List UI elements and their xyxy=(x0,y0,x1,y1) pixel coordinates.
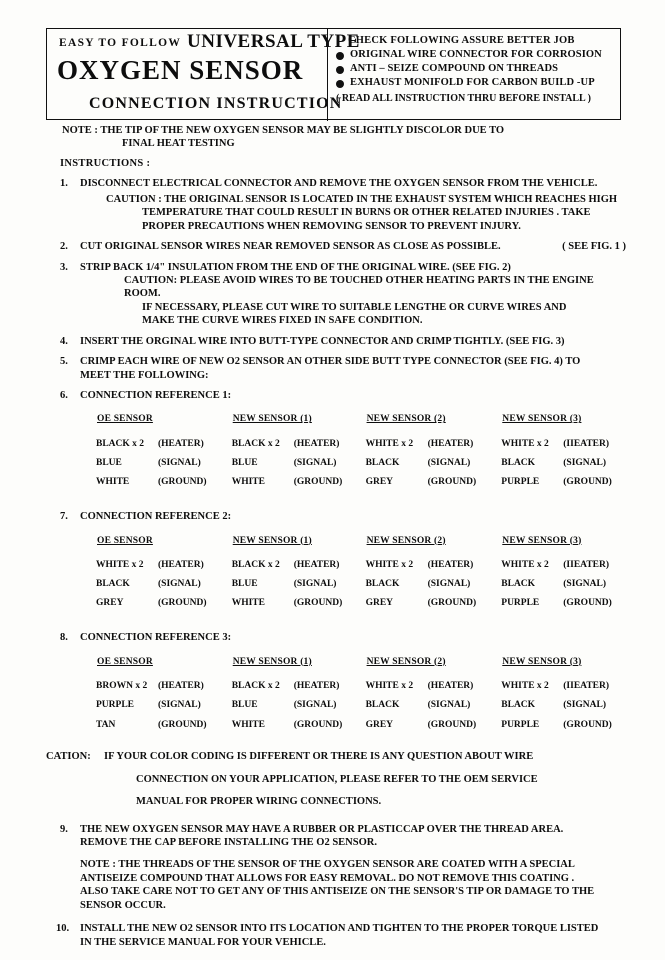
cell-ground-new1 xyxy=(232,715,366,734)
wire-color: BLACK xyxy=(96,579,130,590)
connection-reference-2-table xyxy=(96,534,626,614)
wire-function: (SIGNAL) xyxy=(158,700,201,711)
wire-color: WHITE x 2 xyxy=(365,560,414,571)
wire-color: WHITE x 2 xyxy=(501,439,549,450)
cell-signal-oe xyxy=(96,575,232,594)
cell-ground-new3 xyxy=(501,473,626,492)
top-note-line-1: NOTE : THE TIP OF THE NEW OXYGEN SENSOR MAY BE SLIGHTLY DISCOLOR DUE TO xyxy=(62,125,505,136)
step-10 xyxy=(46,922,626,949)
wire-function: (SIGNAL) xyxy=(427,458,471,469)
wire-color: BLUE xyxy=(231,458,258,469)
step-2 xyxy=(46,240,626,253)
cell-ground-new1 xyxy=(232,594,366,613)
connection-instruction-subtitle: CONNECTION INSTRUCTION xyxy=(89,95,343,112)
wire-function: (GROUND) xyxy=(563,719,612,730)
wire-color: BROWN x 2 xyxy=(96,681,148,692)
wire-color: WHITE xyxy=(231,598,265,609)
cell-ground-oe xyxy=(96,715,232,734)
wire-function: (HEATER) xyxy=(158,560,204,571)
column-header-new-sensor-3: NEW SENSOR (3) xyxy=(502,535,582,546)
step-3-caution-line-2: IF NECESSARY, PLEASE CUT WIRE TO SUITABLE LENGTHE OR CURVE WIRES AND xyxy=(142,301,567,313)
step-10-line-1: INSTALL THE NEW O2 SENSOR INTO ITS LOCATION AND TIGHTEN TO THE PROPER TORQUE LISTED xyxy=(80,923,599,935)
step-3 xyxy=(46,261,626,328)
cell-ground-new2 xyxy=(366,473,502,492)
wire-color: BLACK xyxy=(501,700,536,711)
wire-color: BLUE xyxy=(231,700,258,711)
oxygen-sensor-title: OXYGEN SENSOR xyxy=(57,55,304,85)
cell-heater-new3 xyxy=(501,556,626,575)
table-row xyxy=(96,594,626,613)
cell-heater-new2 xyxy=(366,677,502,696)
wire-color: GREY xyxy=(96,598,124,609)
wire-function: (GROUND) xyxy=(563,598,612,609)
wire-color: BLUE xyxy=(231,579,258,590)
cell-heater-new3 xyxy=(501,435,626,454)
step-1-caution-line-2: TEMPERATURE THAT COULD RESULT IN BURNS OR OTHER RELATED INJURIES . TAKE xyxy=(142,207,591,219)
wire-function: (IIEATER) xyxy=(563,439,610,450)
wire-function: (HEATER) xyxy=(293,560,340,571)
step-3-caution-line-3: MAKE THE CURVE WIRES FIXED IN SAFE CONDITION. xyxy=(142,315,423,327)
bullet-dot-icon xyxy=(336,52,344,60)
cation-label: CATION: xyxy=(46,751,91,763)
cell-heater-new1 xyxy=(232,435,366,454)
wire-color: WHITE xyxy=(231,477,265,488)
column-header-new-sensor-1: NEW SENSOR (1) xyxy=(232,414,312,425)
wire-color: GREY xyxy=(365,477,394,488)
wire-color: BLACK xyxy=(501,579,536,590)
step-9 xyxy=(46,823,626,913)
step-9-line-1: THE NEW OXYGEN SENSOR MAY HAVE A RUBBER OR PLASTICCAP OVER THE THREAD AREA. xyxy=(80,823,564,835)
wire-color: WHITE x 2 xyxy=(501,560,549,571)
cell-heater-oe xyxy=(96,556,232,575)
connection-reference-3-title: CONNECTION REFERENCE 3: xyxy=(80,632,232,644)
read-all-instruction-note: ( READ ALL INSTRUCTION THRU BEFORE INSTALL ) xyxy=(336,93,591,104)
wire-function: (GROUND) xyxy=(293,598,343,609)
wire-function: (HEATER) xyxy=(427,439,474,450)
wire-color: TAN xyxy=(96,719,116,730)
wire-color: PURPLE xyxy=(501,719,540,730)
wire-function: (SIGNAL) xyxy=(293,700,337,711)
wire-function: (SIGNAL) xyxy=(427,579,471,590)
cell-heater-oe xyxy=(96,677,232,696)
step-10-number: 10. xyxy=(56,923,70,935)
header-box xyxy=(46,28,621,120)
column-header-new-sensor-1: NEW SENSOR (1) xyxy=(232,535,312,546)
top-note xyxy=(62,124,626,151)
cation-line-1: IF YOUR COLOR CODING IS DIFFERENT OR THERE IS ANY QUESTION ABOUT WIRE xyxy=(104,751,534,763)
wire-function: (GROUND) xyxy=(427,598,477,609)
column-header-new-sensor-3: NEW SENSOR (3) xyxy=(502,656,582,667)
wire-color: BLACK xyxy=(365,458,400,469)
wire-function: (HEATER) xyxy=(427,560,474,571)
wire-color: PURPLE xyxy=(501,598,540,609)
table-row xyxy=(96,715,626,734)
easy-to-follow-label: EASY TO FOLLOW xyxy=(59,37,182,49)
wire-color: GREY xyxy=(365,719,394,730)
wire-function: (SIGNAL) xyxy=(563,700,607,711)
step-5-continuation: MEET THE FOLLOWING: xyxy=(80,369,209,381)
wire-function: (SIGNAL) xyxy=(293,458,337,469)
cation-line-2: CONNECTION ON YOUR APPLICATION, PLEASE REFER TO THE OEM SERVICE xyxy=(136,773,538,785)
step-3-number: 3. xyxy=(60,261,68,273)
cell-signal-new1 xyxy=(232,575,366,594)
wire-color: WHITE x 2 xyxy=(365,439,414,450)
cell-heater-new3 xyxy=(501,677,626,696)
cell-signal-new2 xyxy=(366,454,502,473)
cell-ground-new2 xyxy=(366,594,502,613)
cell-heater-oe xyxy=(96,435,232,454)
cell-ground-new1 xyxy=(232,473,366,492)
checklist-item xyxy=(336,77,620,88)
step-1 xyxy=(46,177,626,233)
cell-signal-new3 xyxy=(501,575,626,594)
instructions-body xyxy=(46,124,626,949)
bullet-dot-icon xyxy=(336,80,344,88)
step-4-number: 4. xyxy=(60,335,68,347)
cell-signal-new1 xyxy=(232,454,366,473)
step-9-note-line-3: ALSO TAKE CARE NOT TO GET ANY OF THIS ANTISEIZE ON THE SENSOR'S TIP OR DAMAGE TO THE xyxy=(80,886,595,898)
wire-color: PURPLE xyxy=(501,477,540,488)
table-row xyxy=(96,473,626,492)
wire-color: BLACK xyxy=(365,700,400,711)
step-7-number: 7. xyxy=(60,511,68,523)
wire-function: (SIGNAL) xyxy=(563,458,607,469)
cell-heater-new1 xyxy=(232,677,366,696)
connection-reference-1-table xyxy=(96,412,626,492)
step-6-number: 6. xyxy=(60,390,68,401)
column-header-new-sensor-2: NEW SENSOR (2) xyxy=(366,414,446,425)
wire-color: PURPLE xyxy=(96,700,134,711)
bullet-dot-icon xyxy=(336,66,344,74)
wire-function: (SIGNAL) xyxy=(158,458,201,469)
wire-function: (GROUND) xyxy=(563,477,612,488)
step-1-text: DISCONNECT ELECTRICAL CONNECTOR AND REMOVE THE OXYGEN SENSOR FROM THE VEHICLE. xyxy=(80,178,598,190)
wire-color: WHITE xyxy=(231,719,265,730)
step-1-caution-line-1: CAUTION : THE ORIGINAL SENSOR IS LOCATED IN THE EXHAUST SYSTEM WHICH REACHES HIGH xyxy=(106,193,618,205)
cell-ground-new3 xyxy=(501,594,626,613)
wire-function: (GROUND) xyxy=(158,598,207,609)
cell-ground-oe xyxy=(96,594,232,613)
wire-function: (SIGNAL) xyxy=(158,579,201,590)
wire-function: (GROUND) xyxy=(427,719,477,730)
step-5-number: 5. xyxy=(60,356,68,368)
instructions-heading: INSTRUCTIONS : xyxy=(60,157,151,169)
checklist-item-label: ORIGINAL WIRE CONNECTOR FOR CORROSION xyxy=(350,49,602,60)
table-row xyxy=(96,677,626,696)
column-header-oe-sensor: OE SENSOR xyxy=(97,656,153,667)
cell-heater-new1 xyxy=(232,556,366,575)
step-9-note-line-4: SENSOR OCCUR. xyxy=(80,899,166,911)
cell-signal-new3 xyxy=(501,454,626,473)
wire-color: WHITE x 2 xyxy=(96,560,144,571)
column-header-oe-sensor: OE SENSOR xyxy=(97,414,153,425)
checklist-item xyxy=(336,63,620,74)
cell-signal-new3 xyxy=(501,696,626,715)
wire-function: (IIEATER) xyxy=(563,681,610,692)
wire-color: GREY xyxy=(365,598,394,609)
step-5-text: CRIMP EACH WIRE OF NEW O2 SENSOR AN OTHER SIDE BUTT TYPE CONNECTOR (SEE FIG. 4) TO xyxy=(80,356,581,368)
table-row xyxy=(96,435,626,454)
step-9-number: 9. xyxy=(60,823,68,835)
cell-signal-new1 xyxy=(232,696,366,715)
wire-function: (HEATER) xyxy=(427,681,474,692)
step-1-number: 1. xyxy=(60,178,68,190)
cell-ground-oe xyxy=(96,473,232,492)
wire-color: BLACK xyxy=(501,458,536,469)
wire-function: (HEATER) xyxy=(293,439,340,450)
table-row xyxy=(96,696,626,715)
column-header-new-sensor-2: NEW SENSOR (2) xyxy=(366,656,446,667)
wire-function: (SIGNAL) xyxy=(427,700,471,711)
step-5 xyxy=(46,355,626,382)
connection-reference-2-title: CONNECTION REFERENCE 2: xyxy=(80,511,232,523)
cation-line-3: MANUAL FOR PROPER WIRING CONNECTIONS. xyxy=(136,796,382,808)
step-1-caution-line-3: PROPER PRECAUTIONS WHEN REMOVING SENSOR TO PREVENT INJURY. xyxy=(142,220,521,232)
column-header-new-sensor-2: NEW SENSOR (2) xyxy=(366,535,446,546)
column-header-oe-sensor: OE SENSOR xyxy=(97,535,153,546)
wire-color: BLUE xyxy=(96,458,122,469)
table-header-row xyxy=(96,412,626,434)
wire-function: (GROUND) xyxy=(293,719,343,730)
top-note-line-2: FINAL HEAT TESTING xyxy=(122,138,235,150)
table-header-row xyxy=(96,534,626,556)
step-2-number: 2. xyxy=(60,241,68,253)
connection-reference-3 xyxy=(46,631,626,644)
checklist-item-label: ANTI – SEIZE COMPOUND ON THREADS xyxy=(350,63,559,74)
checklist-item xyxy=(336,49,620,60)
wire-color: WHITE x 2 xyxy=(365,681,414,692)
cell-heater-new2 xyxy=(366,556,502,575)
wire-function: (IIEATER) xyxy=(563,560,610,571)
header-divider xyxy=(327,29,328,121)
step-9-line-2: REMOVE THE CAP BEFORE INSTALLING THE O2 SENSOR. xyxy=(80,836,377,848)
wire-function: (GROUND) xyxy=(158,477,207,488)
table-row xyxy=(96,454,626,473)
wire-function: (GROUND) xyxy=(427,477,477,488)
connection-reference-3-table xyxy=(96,655,626,735)
step-2-text: CUT ORIGINAL SENSOR WIRES NEAR REMOVED SENSOR AS CLOSE AS POSSIBLE. xyxy=(80,241,501,253)
table-header-row xyxy=(96,655,626,677)
wire-function: (GROUND) xyxy=(293,477,343,488)
column-header-new-sensor-1: NEW SENSOR (1) xyxy=(232,656,312,667)
checklist-item-label: EXHAUST MONIFOLD FOR CARBON BUILD -UP xyxy=(350,77,595,88)
wire-color: BLACK x 2 xyxy=(231,560,280,571)
cell-signal-new2 xyxy=(366,696,502,715)
cation-block xyxy=(46,750,626,808)
connection-reference-2 xyxy=(46,510,626,523)
wire-color: BLACK x 2 xyxy=(231,681,280,692)
wire-color: BLACK xyxy=(365,579,400,590)
step-4 xyxy=(46,335,626,348)
cell-ground-new2 xyxy=(366,715,502,734)
step-3-caution-line-1: CAUTION: PLEASE AVOID WIRES TO BE TOUCHED OTHER HEATING PARTS IN THE ENGINE ROOM. xyxy=(124,274,594,300)
universal-type-title: UNIVERSAL TYPE xyxy=(187,31,360,52)
step-3-text: STRIP BACK 1/4" INSULATION FROM THE END OF THE ORIGINAL WIRE. (SEE FIG. 2) xyxy=(80,261,511,273)
wire-function: (HEATER) xyxy=(158,439,204,450)
step-4-text: INSERT THE ORGINAL WIRE INTO BUTT-TYPE CONNECTOR AND CRIMP TIGHTLY. (SEE FIG. 3) xyxy=(80,335,565,347)
wire-color: WHITE x 2 xyxy=(501,681,549,692)
wire-function: (SIGNAL) xyxy=(293,579,337,590)
wire-color: BLACK x 2 xyxy=(96,439,145,450)
step-9-note-line-1: NOTE : THE THREADS OF THE SENSOR OF THE OXYGEN SENSOR ARE COATED WITH A SPECIAL xyxy=(80,859,575,871)
table-row xyxy=(96,556,626,575)
cell-signal-oe xyxy=(96,696,232,715)
wire-function: (HEATER) xyxy=(158,681,204,692)
step-10-line-2: IN THE SERVICE MANUAL FOR YOUR VEHICLE. xyxy=(80,936,326,948)
step-2-figure-reference: ( SEE FIG. 1 ) xyxy=(562,241,626,253)
column-header-new-sensor-3: NEW SENSOR (3) xyxy=(502,414,582,425)
wire-function: (GROUND) xyxy=(158,719,207,730)
table-row xyxy=(96,575,626,594)
cell-signal-oe xyxy=(96,454,232,473)
header-checklist xyxy=(332,33,620,104)
wire-color: BLACK x 2 xyxy=(231,439,280,450)
step-9-note-line-2: ANTISEIZE COMPOUND THAT ALLOWS FOR EASY REMOVAL. DO NOT REMOVE THIS COATING . xyxy=(80,872,575,884)
step-8-number: 8. xyxy=(60,632,68,644)
cell-signal-new2 xyxy=(366,575,502,594)
wire-function: (HEATER) xyxy=(293,681,340,692)
check-following-label: CHECK FOLLOWING ASSURE BETTER JOB xyxy=(348,35,575,46)
connection-reference-1-title: CONNECTION REFERENCE 1: xyxy=(80,390,232,401)
connection-reference-1 xyxy=(46,389,626,402)
cell-heater-new2 xyxy=(366,435,502,454)
wire-function: (SIGNAL) xyxy=(563,579,607,590)
wire-color: WHITE xyxy=(96,477,130,488)
cell-ground-new3 xyxy=(501,715,626,734)
